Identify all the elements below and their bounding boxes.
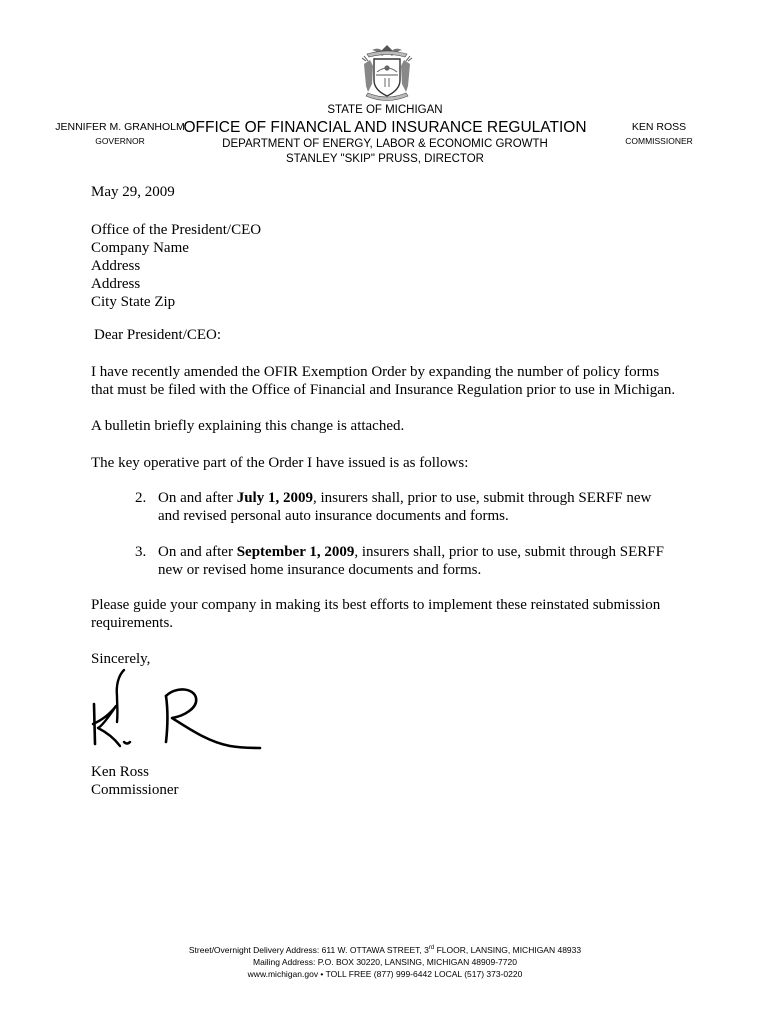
- list-text: [158, 489, 651, 507]
- signer-name: Ken Ross: [91, 764, 149, 780]
- paragraph-3: The key operative part of the Order I have issued is as follows:: [91, 455, 469, 471]
- address-line: Office of the President/CEO: [91, 222, 262, 238]
- state-heading: STATE OF MICHIGAN: [327, 104, 443, 116]
- signer-title: Commissioner: [91, 782, 179, 798]
- director-heading: STANLEY "SKIP" PRUSS, DIRECTOR: [286, 153, 484, 165]
- signature: [80, 662, 270, 762]
- list-number: 2.: [135, 490, 147, 506]
- list-item: [0, 489, 770, 525]
- footer-mailing-address: Mailing Address: P.O. BOX 30220, LANSING, MICHIGAN 48909-7720: [253, 957, 517, 967]
- paragraph-2: A bulletin briefly explaining this change is attached.: [91, 418, 405, 434]
- commissioner-block: [610, 121, 708, 146]
- list-text-line2: and revised personal auto insurance documents and forms.: [158, 508, 509, 524]
- address-line: Company Name: [91, 240, 189, 256]
- office-heading: OFFICE OF FINANCIAL AND INSURANCE REGULATION: [183, 119, 587, 136]
- list-text: [158, 543, 664, 561]
- footer-contact: www.michigan.gov • TOLL FREE (877) 999-6442 LOCAL (517) 373-0220: [247, 969, 523, 979]
- governor-title: GOVERNOR: [95, 136, 145, 146]
- commissioner-title: COMMISSIONER: [625, 136, 693, 146]
- list-date: July 1, 2009: [236, 490, 313, 506]
- department-heading: DEPARTMENT OF ENERGY, LABOR & ECONOMIC GROWTH: [222, 138, 548, 150]
- recipient-address: [91, 221, 261, 311]
- paragraph-line: that must be filed with the Office of Financial and Insurance Regulation prior to use in Michigan.: [91, 382, 676, 398]
- commissioner-name: KEN ROSS: [631, 121, 687, 133]
- governor-name: JENNIFER M. GRANHOLM: [55, 121, 185, 133]
- list-text-rest: , insurers shall, prior to use, submit through SERFF new: [312, 490, 652, 506]
- paragraph-line: I have recently amended the OFIR Exemption Order by expanding the number of policy forms: [91, 364, 660, 380]
- list-number: 3.: [135, 544, 147, 560]
- paragraph-4: [91, 596, 660, 632]
- footer-street-prefix: Street/Overnight Delivery Address: 611 W. OTTAWA STREET, 3: [188, 945, 429, 955]
- footer-street-address: [0, 945, 770, 955]
- list-text-prefix: On and after: [158, 544, 237, 560]
- address-line: Address: [91, 276, 141, 292]
- list-text-rest: , insurers shall, prior to use, submit through SERFF: [354, 544, 664, 560]
- paragraph-1: [91, 363, 675, 399]
- address-line: City State Zip: [91, 294, 176, 310]
- footer-street-sup: rd: [428, 945, 435, 952]
- list-text-prefix: On and after: [158, 490, 237, 506]
- salutation: Dear President/CEO:: [94, 327, 222, 343]
- list-text-line2: new or revised home insurance documents and forms.: [158, 562, 482, 578]
- address-line: Address: [91, 258, 141, 274]
- michigan-state-seal-icon: [358, 42, 416, 106]
- list-item: [0, 543, 770, 579]
- signer-block: [91, 763, 179, 799]
- closing: Sincerely,: [91, 651, 151, 667]
- paragraph-line: Please guide your company in making its best efforts to implement these reinstated submission: [91, 597, 661, 613]
- paragraph-line: requirements.: [91, 615, 174, 631]
- letter-date: May 29, 2009: [91, 184, 175, 200]
- footer-street-suffix: FLOOR, LANSING, MICHIGAN 48933: [434, 945, 582, 955]
- list-date: September 1, 2009: [236, 544, 355, 560]
